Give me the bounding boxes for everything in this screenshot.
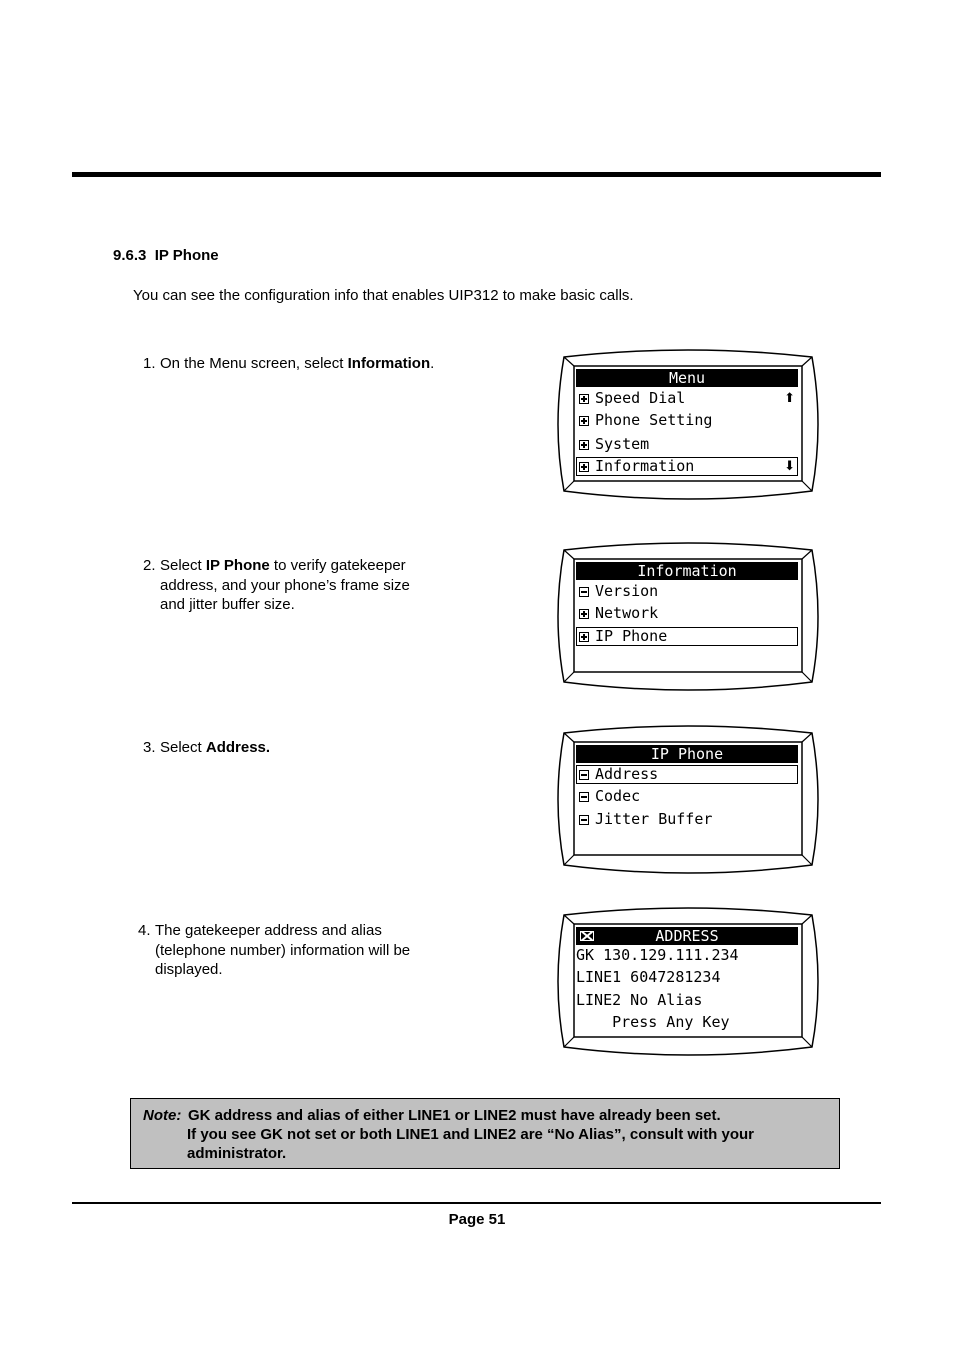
lcd-address-screen: [554, 905, 822, 1059]
menu-item-label: Address: [595, 765, 659, 783]
menu-item-label: Version: [595, 582, 659, 600]
expand-icon: [579, 394, 589, 404]
address-line2: LINE2 No Alias: [576, 991, 703, 1009]
expand-icon: [579, 416, 589, 426]
note-box: [130, 1098, 840, 1169]
step-text-part: .: [430, 355, 435, 372]
menu-item-label: Jitter Buffer: [595, 810, 713, 828]
lcd-ip-phone-screen: [554, 723, 822, 877]
screen-title: IP Phone: [576, 745, 798, 763]
step-bold-term: Information: [347, 355, 431, 372]
scroll-down-icon: ⬇: [784, 459, 795, 474]
menu-item-label: Phone Setting: [595, 411, 713, 429]
menu-item-label: IP Phone: [595, 627, 668, 645]
menu-item-information[interactable]: [576, 457, 798, 476]
menu-item-network[interactable]: [576, 604, 798, 623]
note-line-1: GK address and alias of either LINE1 or LINE2 must have already been set.: [188, 1107, 721, 1124]
step-text-part: to verify gatekeeper address, and your phone’s frame size and jitter buffer size.: [160, 557, 410, 613]
step-text-part: Select: [160, 557, 206, 574]
step-number: 1.: [143, 355, 156, 372]
expand-icon: [579, 462, 589, 472]
scroll-up-icon: ⬆: [784, 391, 795, 406]
menu-item-label: Codec: [595, 787, 641, 805]
menu-item-label: Information: [595, 457, 695, 475]
screen-title: Information: [576, 562, 798, 580]
step-bold-term: IP Phone: [205, 557, 270, 574]
header-rule: [72, 172, 881, 177]
screen-title-text: ADDRESS: [655, 927, 719, 945]
menu-item-codec[interactable]: [576, 787, 798, 806]
address-line1: LINE1 6047281234: [576, 968, 721, 986]
page-number: Page 51: [448, 1211, 506, 1228]
step-text: [160, 354, 460, 374]
step-text: [160, 738, 460, 758]
section-title: IP Phone: [154, 247, 219, 264]
menu-item-label: Network: [595, 604, 659, 622]
lcd-information-screen: [554, 540, 822, 694]
collapse-icon: [579, 792, 589, 802]
press-any-key-prompt: Press Any Key: [576, 1013, 730, 1031]
menu-item-version[interactable]: [576, 582, 798, 601]
step-bold-term: Address.: [205, 739, 271, 756]
menu-item-label: Speed Dial: [595, 389, 686, 407]
footer-rule: [72, 1202, 881, 1204]
step-number: 2.: [143, 557, 156, 574]
collapse-icon: [579, 770, 589, 780]
menu-item-jitter-buffer[interactable]: [576, 810, 798, 829]
step-text-part: On the Menu screen, select: [160, 355, 348, 372]
menu-item-label: System: [595, 435, 650, 453]
address-gk-line: GK 130.129.111.234: [576, 946, 739, 964]
collapse-icon: [579, 587, 589, 597]
intro-paragraph: You can see the configuration info that enables UIP312 to make basic calls.: [133, 287, 634, 304]
menu-item-address[interactable]: [576, 765, 798, 784]
expand-icon: [579, 609, 589, 619]
section-heading: [113, 247, 219, 264]
note-line-3: administrator.: [187, 1145, 287, 1162]
menu-item-speed-dial[interactable]: [576, 389, 798, 408]
step-number: 3.: [143, 739, 156, 756]
step-text-part: Select: [160, 739, 206, 756]
menu-item-system[interactable]: [576, 435, 798, 454]
expand-icon: [579, 440, 589, 450]
step-text: The gatekeeper address and alias (telephone number) information will be displayed.: [155, 922, 411, 978]
lcd-menu-screen: [554, 347, 822, 503]
menu-item-phone-setting[interactable]: [576, 411, 798, 430]
menu-item-ip-phone[interactable]: [576, 627, 798, 646]
screen-title: Menu: [576, 369, 798, 387]
note-line-2: If you see GK not set or both LINE1 and LINE2 are “No Alias”, consult with your: [187, 1126, 755, 1143]
step-text: [160, 556, 435, 615]
step-number: 4.: [138, 922, 151, 939]
expand-icon: [579, 632, 589, 642]
screen-title: [576, 927, 798, 945]
note-label: Note:: [143, 1107, 182, 1124]
section-number: 9.6.3: [113, 247, 147, 264]
mail-icon: [580, 931, 594, 941]
collapse-icon: [579, 815, 589, 825]
